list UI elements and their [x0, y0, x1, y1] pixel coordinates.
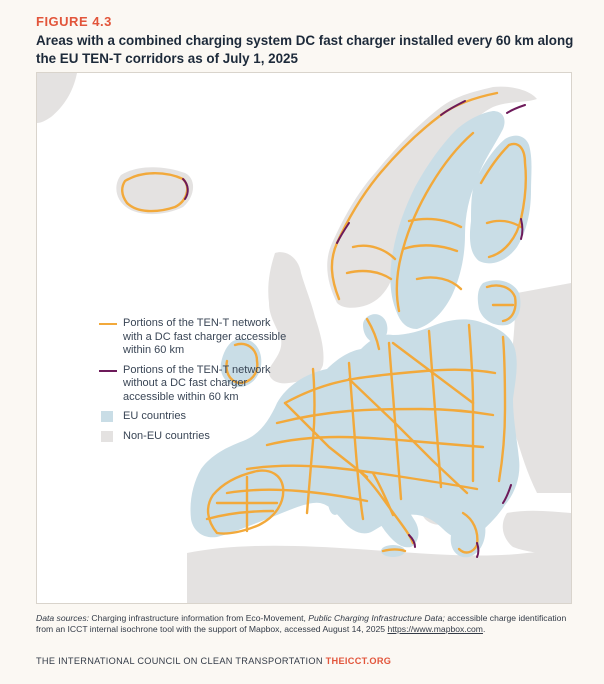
- legend-item-eu: [99, 410, 289, 424]
- map[interactable]: [36, 72, 572, 604]
- sources-link[interactable]: https://www.mapbox.com: [387, 624, 483, 634]
- sources-text-1: Charging infrastructure information from Eco-Movement,: [91, 613, 306, 623]
- sardinia: [328, 487, 342, 515]
- legend-uncovered-label: Portions of the TEN-T network without a DC fast charger accessible within 60 km: [123, 363, 271, 403]
- legend-covered-label: Portions of the TEN-T network with a DC fast charger accessible within 60 km: [123, 317, 287, 356]
- legend-uncovered-line: [99, 370, 117, 372]
- data-sources: [36, 613, 576, 635]
- sources-text-2: accessible charge identification from an ICCT internal isochrone tool with the support of Mapbox, accessed August 14, 2025: [36, 613, 567, 634]
- map-legend: [99, 317, 289, 449]
- figure-label: FIGURE 4.3: [36, 14, 112, 29]
- legend-item-non-eu: [99, 430, 289, 444]
- legend-non-eu-label: Non-EU countries: [123, 429, 210, 442]
- north-africa: [187, 546, 571, 603]
- figure-title: Areas with a combined charging system DC fast charger installed every 60 km along the EU TEN-T corridors as of July 1, 2025: [36, 33, 574, 66]
- sources-label: Data sources:: [36, 613, 90, 623]
- sources-end: .: [482, 624, 486, 634]
- legend-eu-swatch: [101, 411, 113, 422]
- footer-org: THE INTERNATIONAL COUNCIL ON CLEAN TRANSPORTATION: [36, 656, 323, 666]
- footer: [36, 656, 391, 666]
- sources-title: Public Charging Infrastructure Data;: [308, 613, 445, 623]
- legend-non-eu-swatch: [101, 431, 113, 442]
- baltics: [478, 280, 521, 325]
- greenland-edge: [37, 73, 77, 123]
- legend-covered-line: [99, 323, 117, 325]
- legend-item-covered: [99, 317, 289, 358]
- footer-site-link[interactable]: THEICCT.ORG: [325, 656, 392, 666]
- legend-item-uncovered: [99, 364, 289, 405]
- turkey: [503, 511, 571, 554]
- legend-eu-label: EU countries: [123, 410, 186, 422]
- eastern-europe: [511, 283, 571, 493]
